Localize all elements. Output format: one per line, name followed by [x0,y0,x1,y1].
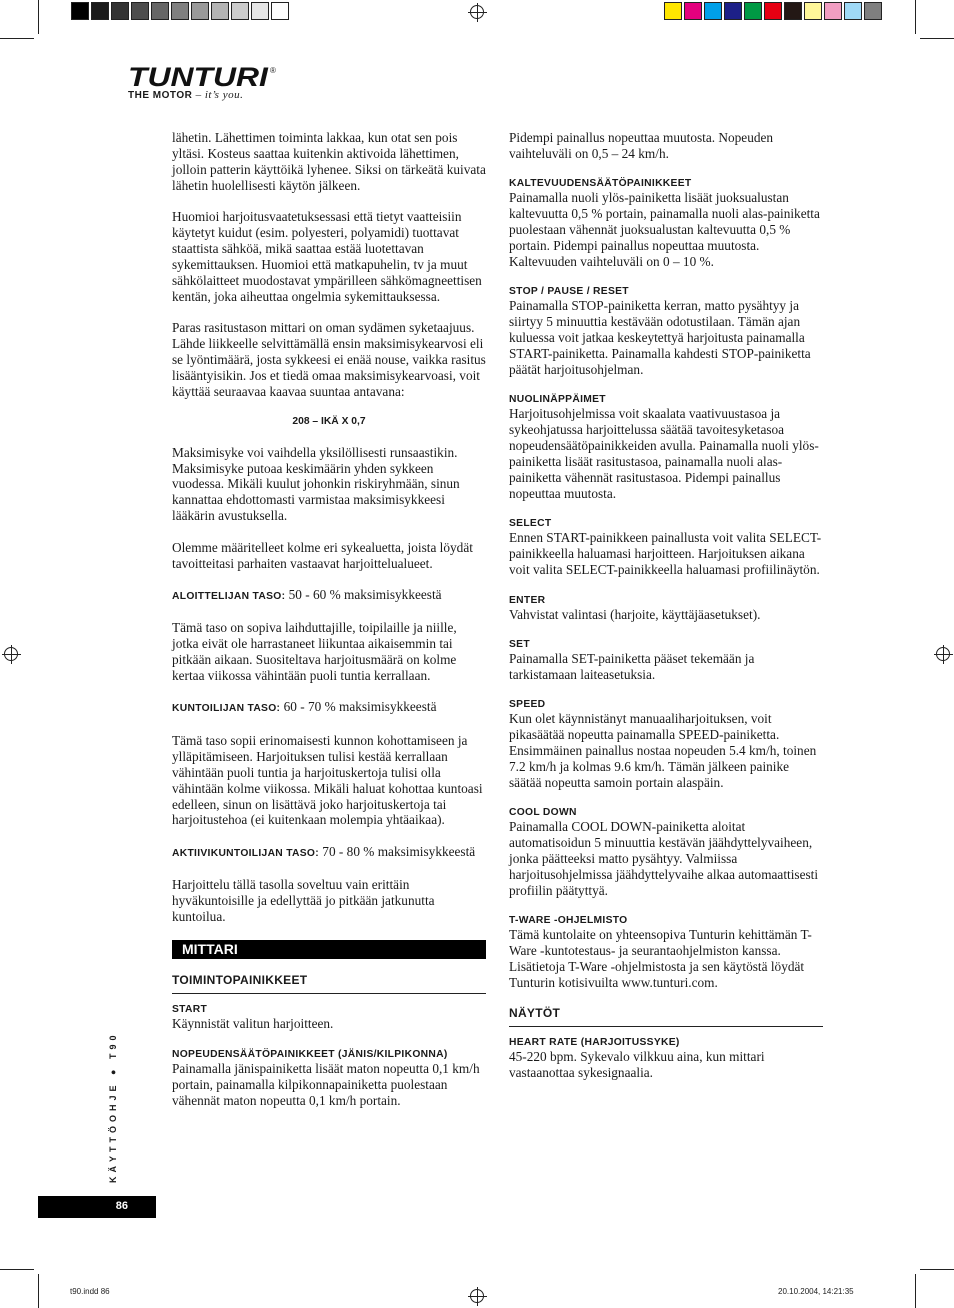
crop-mark [0,38,34,39]
item-select [509,517,823,578]
tagline-italic: – it’s you. [192,89,244,101]
item-text: Painamalla nuoli ylös-painiketta lisäät juoksualustan kaltevuutta 0,5 % portain, painamalla nuoli alas-painiketta puolestaan vähennät juoksualustan kaltevuutta 0,5 % portain. Pidempi painallus nopeuttaa muutosta. Kaltevuuden vaihteluväli on 0 – 10 %. [509,190,820,269]
color-swatch [71,2,89,20]
item-heading: STOP / PAUSE / RESET [509,286,629,298]
color-swatch [804,2,822,20]
item-text: Vahvistat valintasi (harjoite, käyttäjäasetukset). [509,606,761,622]
item-incline [509,177,823,270]
item-stop [509,285,823,378]
level-active [172,844,486,862]
right-column [509,130,823,1097]
brand-tagline [128,89,243,101]
crop-mark [0,1269,34,1270]
color-swatch [684,2,702,20]
max-heart-rate-formula: 208 – IKÄ X 0,7 [292,416,366,428]
color-swatch [704,2,722,20]
paragraph: Paras rasitustason mittari on oman sydämen syketaajuus. Lähde liikkeelle selvittämällä ensin maksimisykearvosi eli se lyöntimäärä, josta sykkeesi ei enää nouse, vaikka rasitus lisääntyisikin. Jos et tiedä omaa maksimisykearvoasi, voit käyttää seuraavaa kaavaa suuntaa antavana: [172,320,486,399]
subsection-heading: TOIMINTOPAINIKKEET [172,973,486,994]
level-label: KUNTOILIJAN TASO: [172,703,281,715]
color-swatch [824,2,842,20]
paragraph: Tämä taso sopii erinomaisesti kunnon kohottamiseen ja ylläpitämiseen. Harjoituksen tulisi kestää kerrallaan vähintään puoli tuntia ja harjoituskertoja tulisi olla vähintään kolme viikossa. Mikäli haluat kohottaa kuntoasi edelleen, sinun on lisättävä joko harjoituskertoja tai harjoitustehoa (ei kuitenkaan molempia yhtäaikaa). [172,732,483,828]
item-start [172,1003,486,1032]
item-speed-buttons [172,1048,486,1109]
crop-mark [915,0,916,34]
page-number: 86 [115,1200,128,1212]
section-heading-mittari: MITTARI [172,940,486,959]
item-heading: ENTER [509,594,546,606]
item-heading: COOL DOWN [509,807,577,819]
color-swatch [151,2,169,20]
item-set [509,638,823,683]
color-swatch [111,2,129,20]
paragraph: Olemme määritelleet kolme eri sykealuetta, joista löydät tavoitteitasi parhaiten vastaavat harjoittelualueet. [172,539,473,571]
vertical-manual-label [108,1033,128,1183]
color-swatch [191,2,209,20]
paragraph: lähetin. Lähettimen toiminta lakkaa, kun otat sen pois yltäsi. Kosteus saattaa kuitenkin aktivoida lähettimen, jolloin patterin käyttöikä lyhenee. Siksi on tärkeätä kuivata lähetin huolellisesti käytön jälkeen. [172,130,486,193]
item-heading: KALTEVUUDENSÄÄTÖPAINIKKEET [509,178,692,190]
brand-logo: TUNTURI [128,62,268,92]
item-tware [509,914,823,991]
item-text: Painamalla jänispainiketta lisäät maton nopeutta 0,1 km/h portain, painamalla kilpikonnapainiketta puolestaan vähennät maton nopeutta 0,1 km/h portain. [172,1060,480,1108]
footer-file-info: t90.indd 86 [70,1287,110,1296]
item-text: Painamalla COOL DOWN-painiketta aloitat automatisoidun 5 minuuttia kestävän jäähdyttelyvaiheen, jonka päätteeksi matto pysähtyy. Valmiissa harjoitusohjelmissa jäähdyttelyvaihe alkaa automaattisesti profiilin päätyttyä. [509,819,819,898]
item-heading: T-WARE -OHJELMISTO [509,915,628,927]
color-swatch [251,2,269,20]
item-heading: SELECT [509,518,552,530]
color-swatch [784,2,802,20]
color-swatch [131,2,149,20]
color-swatch [664,2,682,20]
level-value: 60 - 70 % maksimisykkeestä [280,699,437,715]
item-text: 45-220 bpm. Sykevalo vilkkuu aina, kun mittari vastaanottaa sykesignaalia. [509,1049,765,1081]
level-value: 50 - 60 % maksimisykkeestä [285,586,442,602]
item-heading: NOPEUDENSÄÄTÖPAINIKKEET (JÄNIS/KILPIKONNA) [172,1048,448,1060]
registration-mark-icon [936,647,950,661]
registered-mark: ® [270,66,276,75]
manual-label-text: KÄYTTÖOHJE ● T90 [108,1031,118,1183]
registration-mark-icon [4,647,18,661]
item-text: Painamalla STOP-painiketta kerran, matto pysähtyy ja siirtyy 5 minuuttia kestävään odotustilaan. Tämän ajan kuluessa voit jatkaa keskeytettyä harjoitusta painamalla START-painiketta. Painamalla kahdesti STOP-painiketta päätät harjoitusohjelman. [509,298,811,377]
item-text: Tämä kuntolaite on yhteensopiva Tunturin kehittämän T-Ware -kuntotestaus- ja seurantaohjelmiston kanssa. Lisätietoja T-Ware -ohjelmistosta ja sen käytöstä löydät Tunturin kotisivuilta www.tunturi.com. [509,927,812,991]
item-arrows [509,393,823,501]
crop-mark [920,38,954,39]
registration-mark-icon [470,5,484,19]
subsection-heading: NÄYTÖT [509,1006,823,1027]
color-swatch [231,2,249,20]
item-text: Ennen START-painikkeen painallusta voit valita SELECT-painikkeella haluamasi harjoitteen. Harjoituksen aikana voit valita SELECT-painikkeella haluamasi profiilinäytön. [509,530,822,578]
item-heading: NUOLINÄPPÄIMET [509,394,606,406]
color-swatch [744,2,762,20]
item-heading: SET [509,638,530,650]
tagline-bold: THE MOTOR [128,90,193,101]
left-column [172,130,486,1124]
paragraph: Harjoittelu tällä tasolla soveltuu vain erittäin hyväkuntoisille ja edellyttää jo pitkään jatkunutta kuntoilua. [172,877,435,925]
level-fitness [172,699,486,717]
color-swatch [864,2,882,20]
item-heading: SPEED [509,699,546,711]
level-label: ALOITTELIJAN TASO: [172,590,286,602]
color-swatch [724,2,742,20]
crop-mark [920,1269,954,1270]
level-beginner [172,587,486,605]
color-swatch [844,2,862,20]
item-text: Kun olet käynnistänyt manuaaliharjoituksen, voit pikasäätää nopeutta painamalla SPEED-painiketta. Ensimmäinen painallus nostaa nopeuden 5.4 km/h, toinen 7.2 km/h ja kolmas 9.6 km/h. Tämän jälkeen painike säätää nopeutta samoin portain alaspäin. [509,711,817,790]
paragraph: Pidempi painallus nopeuttaa muutosta. Nopeuden vaihteluväli on 0,5 – 24 km/h. [509,130,774,161]
paragraph: Maksimisyke voi vaihdella yksilöllisesti runsaastikin. Maksimisyke putoaa keskimäärin yhden sykkeen vuodessa. Mikäli kuulut johonkin riskiryhmään, sinun kannattaa ehdottomasti varmistaa maksimisykkeesi lääkärin avustuksella. [172,444,460,524]
color-swatch [271,2,289,20]
item-speed [509,698,823,791]
color-swatch [171,2,189,20]
item-heading: START [172,1004,208,1016]
item-enter [509,594,823,623]
item-text: Harjoitusohjelmissa voit skaalata vaativuustasoa ja sykeohjatussa harjoittelussa säätää tavoitesyketasoa nopeudensäätöpainikkeiden avulla. Painamalla nuoli ylös-painiketta lisäät rasitustasoa, painamalla nuoli alas-painiketta vähennät rasitustasoa. Pidempi painallus nopeuttaa muutosta. [509,406,819,501]
crop-mark [38,0,39,34]
item-cool-down [509,806,823,899]
registration-mark-icon [470,1289,484,1303]
level-label: AKTIIVIKUNTOILIJAN TASO: [172,847,319,859]
level-value: 70 - 80 % maksimisykkeestä [318,843,476,859]
footer-timestamp: 20.10.2004, 14:21:35 [778,1287,854,1296]
color-swatch [91,2,109,20]
item-heading: HEART RATE (HARJOITUSSYKE) [509,1037,680,1049]
paragraph: Huomioi harjoitusvaatetuksessasi että tietyt vaatteisiin käytetyt kuidut (esim. polyesteri, polyamidi) tuottavat staattista sähköä, mikä saattaa estää luotettavan sykemittauksen. Huomioi että matkapuhelin, tv ja muut sähkölaitteet muodostavat ympärilleen sähkömagneettisen kentän, joka aiheuttaa ongelmia sykemittauksessa. [172,209,482,304]
item-text: Käynnistät valitun harjoitteen. [172,1016,334,1032]
crop-mark [915,1274,916,1308]
paragraph: Tämä taso on sopiva laihduttajille, toipilaille ja niille, jotka eivät ole harrastaneet liikuntaa aikaisemmin tai pitkään aikaan. Suositeltava harjoitusmäärä on kolme kertaa viikossa vähintään puoli tuntia kerrallaan. [172,620,457,684]
color-swatch [764,2,782,20]
item-text: Painamalla SET-painiketta pääset tekemään ja tarkistamaan laiteasetuksia. [509,650,755,682]
color-swatch [211,2,229,20]
item-heart-rate [509,1036,823,1081]
page-number-box [38,1196,156,1218]
crop-mark [38,1274,39,1308]
